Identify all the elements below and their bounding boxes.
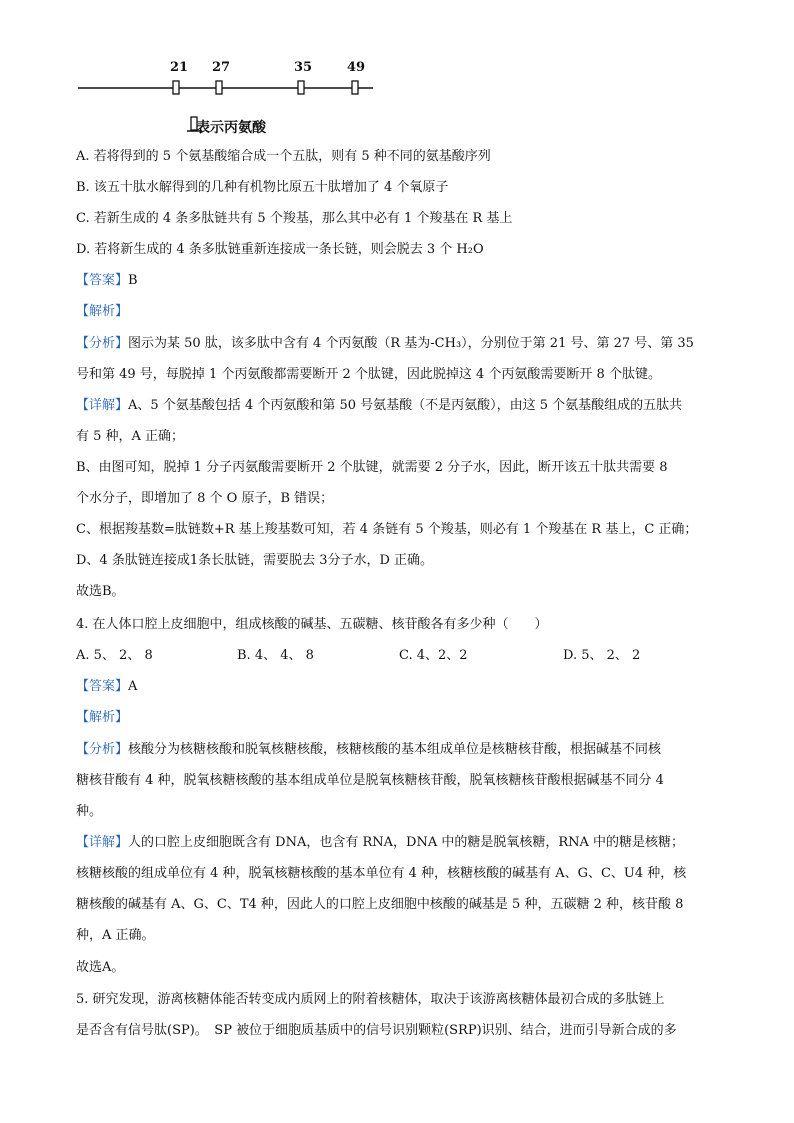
q3-xiangjie-line-5: C、根据羧基数=肽链数+R 基上羧基数可知，若 4 条链有 5 个羧基，则必有 1 个羧基在 R 基上，C 正确； [76, 522, 698, 537]
fenxi-tag: 【分析】 [76, 336, 129, 351]
q4-xiangjie-line-2: 核糖核酸的组成单位有 4 种，脱氧核糖核酸的基本单位有 4 种，核糖核酸的碱基有 A、G、C、U4 种，核 [76, 866, 687, 881]
q4-option-d: D. 5、 2、 2 [563, 648, 641, 663]
q5-line-1: 5. 研究发现，游离核糖体能否转变成内质网上的附着核糖体，取决于该游离核糖体最初合成的多肽链上 [76, 992, 665, 1007]
answer-tag: 【答案】 [76, 679, 129, 694]
q3-conclusion: 故选B。 [76, 584, 125, 599]
alanine-marker-27 [216, 81, 222, 94]
answer-value: B [128, 273, 138, 288]
alanine-marker-35 [298, 81, 304, 94]
q3-answer [76, 270, 726, 292]
fenxi-text: 核酸分为核糖核酸和脱氧核糖核酸，核糖核酸的基本组成单位是核糖核苷酸，根据碱基不同核 [128, 742, 662, 757]
q3-xiangjie-line-6: D、4 条肽链连接成1条长肽链，需要脱去 3分子水，D 正确。 [76, 553, 434, 568]
fenxi-tag: 【分析】 [76, 742, 129, 757]
q4-option-c: C. 4、2、2 [399, 648, 468, 663]
q3-xiangjie-line-1 [76, 395, 726, 417]
q4-option-b: B. 4、 4、 8 [237, 648, 314, 663]
position-label-27: 27 [212, 60, 231, 75]
analysis-tag: 【解析】 [76, 304, 129, 319]
q3-fenxi-line-1 [76, 333, 726, 355]
answer-tag: 【答案】 [76, 273, 129, 288]
q3-xiangjie-line-2: 有 5 种，A 正确； [76, 429, 185, 444]
position-label-21: 21 [170, 60, 189, 75]
alanine-marker-49 [352, 81, 358, 94]
alanine-marker-21 [173, 81, 179, 94]
xiangjie-text: 人的口腔上皮细胞既含有 DNA，也含有 RNA，DNA 中的糖是脱氧核糖，RNA 中的糖是核糖； [128, 835, 685, 850]
legend-label: 表示丙氨酸 [196, 120, 266, 136]
q3-xiangjie-line-4: 个水分子，即增加了 8 个 O 原子，B 错误； [76, 491, 334, 506]
q4-xiangjie-line-3: 糖核酸的碱基有 A、G、C、T4 种，因此人的口腔上皮细胞中核酸的碱基是 5 种，五碳糖 2 种，核苷酸 8 [76, 897, 684, 912]
q3-option-b: B. 该五十肽水解得到的几种有机物比原五十肽增加了 4 个氧原子 [76, 180, 449, 195]
q3-fenxi-line-2: 号和第 49 号，每脱掉 1 个丙氨酸都需要断开 2 个肽键，因此脱掉这 4 个丙氨酸需要断开 8 个肽键。 [76, 367, 661, 382]
q3-option-c: C. 若新生成的 4 条多肽链共有 5 个羧基，那么其中必有 1 个羧基在 R 基上 [76, 211, 513, 226]
q4-xiangjie-line-1 [76, 832, 726, 854]
fenxi-text: 图示为某 50 肽，该多肽中含有 4 个丙氨酸（R 基为-CH₃），分别位于第 21 号、第 27 号、第 35 [128, 336, 694, 351]
analysis-tag: 【解析】 [76, 710, 129, 725]
answer-value: A [128, 679, 138, 694]
q4-fenxi-line-3: 种。 [76, 804, 103, 819]
q3-option-a: A. 若将得到的 5 个氨基酸缩合成一个五肽，则有 5 种不同的氨基酸序列 [76, 149, 491, 164]
q3-option-d: D. 若将新生成的 4 条多肽链重新连接成一条长链，则会脱去 3 个 H₂O [76, 242, 484, 257]
q3-xiangjie-line-3: B、由图可知，脱掉 1 分子丙氨酸需要断开 2 个肽键，就需要 2 分子水，因此，断开该五十肽共需要 8 [76, 460, 668, 475]
xiangjie-tag: 【详解】 [76, 398, 129, 413]
position-label-49: 49 [347, 60, 366, 75]
position-label-35: 35 [294, 60, 313, 75]
q4-option-a: A. 5、 2、 8 [76, 648, 153, 663]
xiangjie-tag: 【详解】 [76, 835, 129, 850]
q4-conclusion: 故选A。 [76, 960, 125, 975]
q4-fenxi-line-2: 糖核苷酸有 4 种，脱氧核糖核酸的基本组成单位是脱氧核糖核苷酸，脱氧核糖核苷酸根据碱基不同分 4 [76, 773, 664, 788]
alanine-diagram [78, 60, 378, 140]
q4-answer [76, 676, 726, 698]
q4-analysis-heading [76, 707, 726, 729]
xiangjie-text: A、5 个氨基酸包括 4 个丙氨酸和第 50 号氨基酸（不是丙氨酸），由这 5 个氨基酸组成的五肽共 [128, 398, 683, 413]
q3-analysis-heading [76, 301, 726, 323]
q5-line-2: 是否含有信号肽(SP)。 SP 被位于细胞质基质中的信号识别颗粒(SRP)识别、结合，进而引导新合成的多 [76, 1023, 677, 1038]
q4-fenxi-line-1 [76, 739, 726, 761]
q4-question: 4. 在人体口腔上皮细胞中，组成核酸的碱基、五碳糖、核苷酸各有多少种（ ） [76, 617, 548, 632]
q4-xiangjie-line-4: 种，A 正确。 [76, 928, 155, 943]
